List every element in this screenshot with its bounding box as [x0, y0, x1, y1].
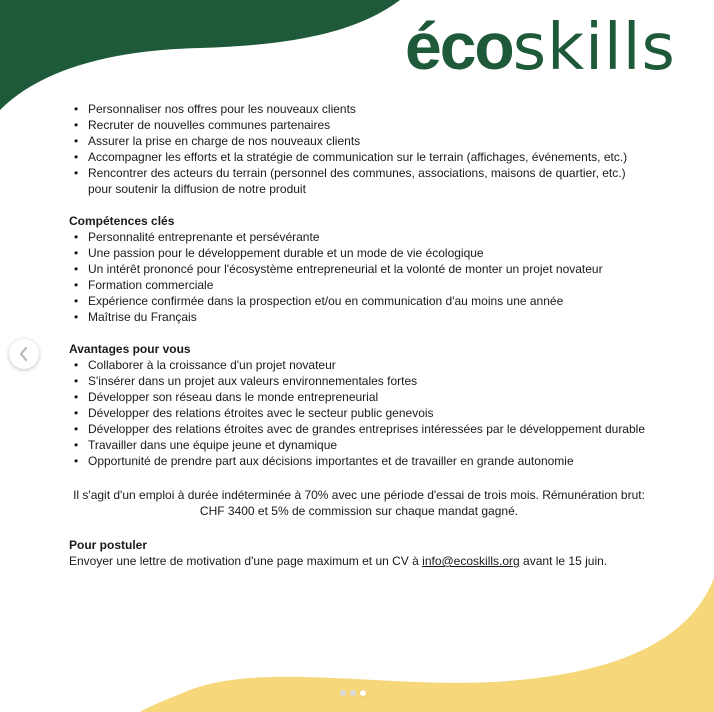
yellow-wave-shape	[140, 578, 714, 712]
logo-eco: éco	[405, 9, 513, 83]
list-item: • Recruter de nouvelles communes partenaires	[88, 117, 649, 133]
carousel-dot-active[interactable]	[360, 690, 366, 696]
green-wave-shape	[0, 0, 400, 110]
apply-text-before: Envoyer une lettre de motivation d'une page maximum et un CV à	[69, 554, 423, 568]
list-item: • Rencontrer des acteurs du terrain (personnel des communes, associations, maisons de quartier, etc.) pour soutenir la diffusion de notre produit	[88, 165, 649, 197]
email-link[interactable]: info@ecoskills.org	[422, 554, 520, 568]
list-item: • Collaborer à la croissance d'un projet novateur	[88, 357, 649, 373]
list-item: • Expérience confirmée dans la prospection et/ou en communication d'au moins une année	[88, 293, 649, 309]
list-item: • Personnalité entreprenante et persévérante	[88, 229, 649, 245]
chevron-left-icon	[19, 347, 29, 361]
list-item: • Assurer la prise en charge de nos nouveaux clients	[88, 133, 649, 149]
list-item: • Personnaliser nos offres pour les nouveaux clients	[88, 101, 649, 117]
apply-text	[69, 553, 649, 569]
list-item: • Opportunité de prendre part aux décisions importantes et de travailler en grande autonomie	[88, 453, 649, 469]
avantages-list	[69, 357, 649, 469]
list-item: • Formation commerciale	[88, 277, 649, 293]
ecoskills-logo	[405, 8, 676, 88]
list-item: • Accompagner les efforts et la stratégie de communication sur le terrain (affichages, événements, etc.)	[88, 149, 649, 165]
job-description	[69, 101, 649, 569]
list-item: • Développer des relations étroites avec de grandes entreprises intéressées par le développement durable	[88, 421, 649, 437]
previous-slide-button[interactable]	[9, 339, 39, 369]
competences-list	[69, 229, 649, 325]
carousel-dot[interactable]	[340, 690, 346, 696]
list-item: • Un intérêt prononcé pour l'écosystème entrepreneurial et la volonté de monter un projet novateur	[88, 261, 649, 277]
avantages-title: Avantages pour vous	[69, 342, 191, 356]
list-item: • Développer son réseau dans le monde entrepreneurial	[88, 389, 649, 405]
logo-skills: skills	[512, 11, 676, 85]
list-item: • Travailler dans une équipe jeune et dynamique	[88, 437, 649, 453]
list-item: • Une passion pour le développement durable et un mode de vie écologique	[88, 245, 649, 261]
apply-title: Pour postuler	[69, 538, 148, 552]
carousel-dot[interactable]	[350, 690, 356, 696]
apply-text-after: avant le 15 juin.	[519, 554, 608, 568]
competences-title: Compétences clés	[69, 214, 175, 228]
carousel-dots	[340, 690, 366, 696]
tasks-list	[69, 101, 649, 197]
list-item: • Maîtrise du Français	[88, 309, 649, 325]
contract-paragraph: Il s'agit d'un emploi à durée indéterminée à 70% avec une période d'essai de trois mois. Rémunération brut: CHF 3400 et 5% de commission sur chaque mandat gagné.	[73, 488, 645, 518]
list-item: • S'insérer dans un projet aux valeurs environnementales fortes	[88, 373, 649, 389]
list-item: • Développer des relations étroites avec le secteur public genevois	[88, 405, 649, 421]
